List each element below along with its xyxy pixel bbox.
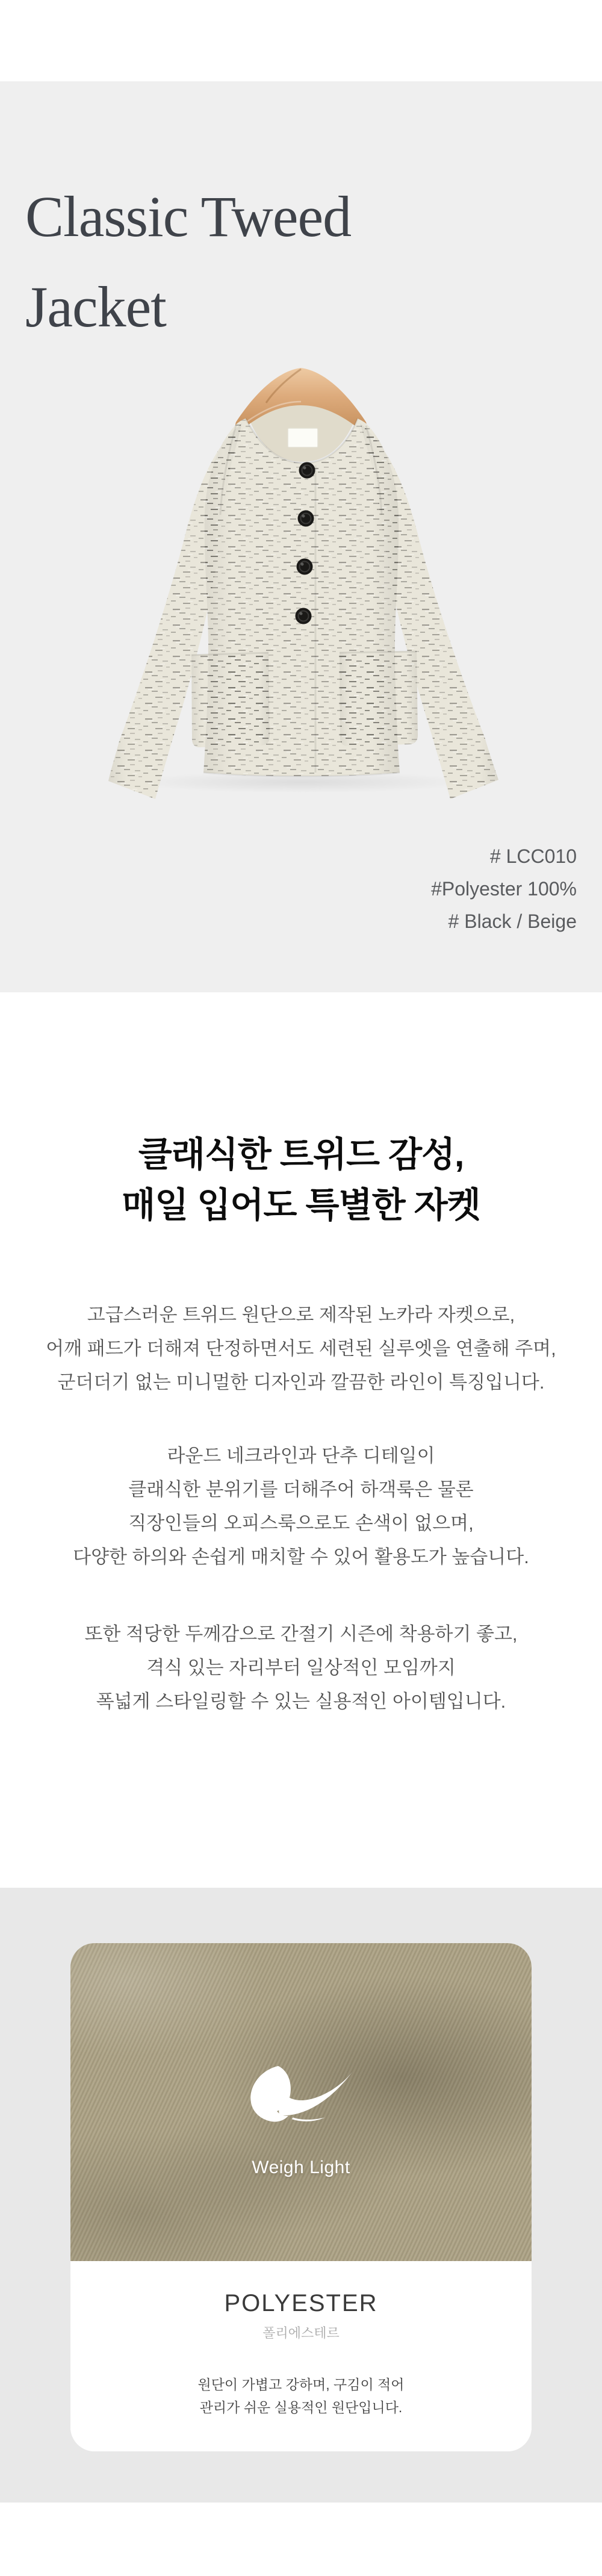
page-title-line1: Classic Tweed — [25, 184, 352, 249]
paragraph-line: 폭넓게 스타일링할 수 있는 실용적인 아이템입니다. — [96, 1691, 506, 1712]
product-photo-jacket — [60, 356, 542, 801]
jacket-label — [288, 428, 318, 447]
material-name-en: POLYESTER — [224, 2290, 378, 2316]
paragraph-line: 라운드 네크라인과 단추 디테일이 — [167, 1445, 435, 1466]
feather-icon — [244, 2062, 358, 2126]
fabric-info — [70, 2261, 532, 2451]
paragraph-line: 또한 적당한 두께감으로 간절기 시즌에 착용하기 좋고, — [84, 1623, 518, 1644]
description-headline — [0, 1130, 602, 1231]
fabric-description — [70, 2373, 532, 2419]
fabric-description-line: 관리가 쉬운 실용적인 원단입니다. — [199, 2400, 403, 2415]
paragraph-line: 군더더기 없는 미니멀한 디자인과 깔끔한 라인이 특징입니다. — [57, 1372, 545, 1393]
paragraph-line: 직장인들의 오피스룩으로도 손색이 없으며, — [128, 1513, 474, 1534]
description-section — [0, 992, 602, 1888]
fabric-swatch-photo — [70, 1943, 532, 2261]
headline-line1: 클래식한 트위드 감성, — [138, 1135, 464, 1174]
top-margin — [0, 0, 602, 81]
paragraph-line: 다양한 하의와 손쉽게 매치할 수 있어 활용도가 높습니다. — [73, 1546, 529, 1567]
headline-line2: 매일 입어도 특별한 자켓 — [122, 1186, 480, 1225]
fabric-description-line: 원단이 가볍고 강하며, 구김이 적어 — [197, 2377, 405, 2392]
hashtag-item-code: # LCC010 — [489, 845, 577, 867]
product-hashtags — [0, 840, 602, 938]
description-paragraph-2 — [0, 1439, 602, 1574]
fabric-section — [0, 1888, 602, 2503]
bottom-margin — [0, 2503, 602, 2576]
description-paragraph-3 — [0, 1617, 602, 1719]
description-paragraph-1 — [0, 1298, 602, 1399]
material-name-ko: 폴리에스테르 — [262, 2326, 340, 2341]
paragraph-line: 클래식한 분위기를 더해주어 하객룩은 물론 — [128, 1479, 474, 1500]
page-title-line2: Jacket — [25, 275, 166, 339]
page-title — [0, 172, 602, 352]
hashtag-item-colors: # Black / Beige — [448, 910, 577, 932]
fabric-badge-label: Weigh Light — [252, 2158, 350, 2177]
fabric-card — [70, 1943, 532, 2451]
hero-section — [0, 81, 602, 992]
paragraph-line: 어깨 패드가 더해져 단정하면서도 세련된 실루엣을 연출해 주며, — [46, 1338, 556, 1359]
paragraph-line: 고급스러운 트위드 원단으로 제작된 노카라 자켓으로, — [87, 1304, 515, 1325]
paragraph-line: 격식 있는 자리부터 일상적인 모임까지 — [146, 1657, 456, 1678]
hashtag-item-material: #Polyester 100% — [431, 878, 577, 900]
